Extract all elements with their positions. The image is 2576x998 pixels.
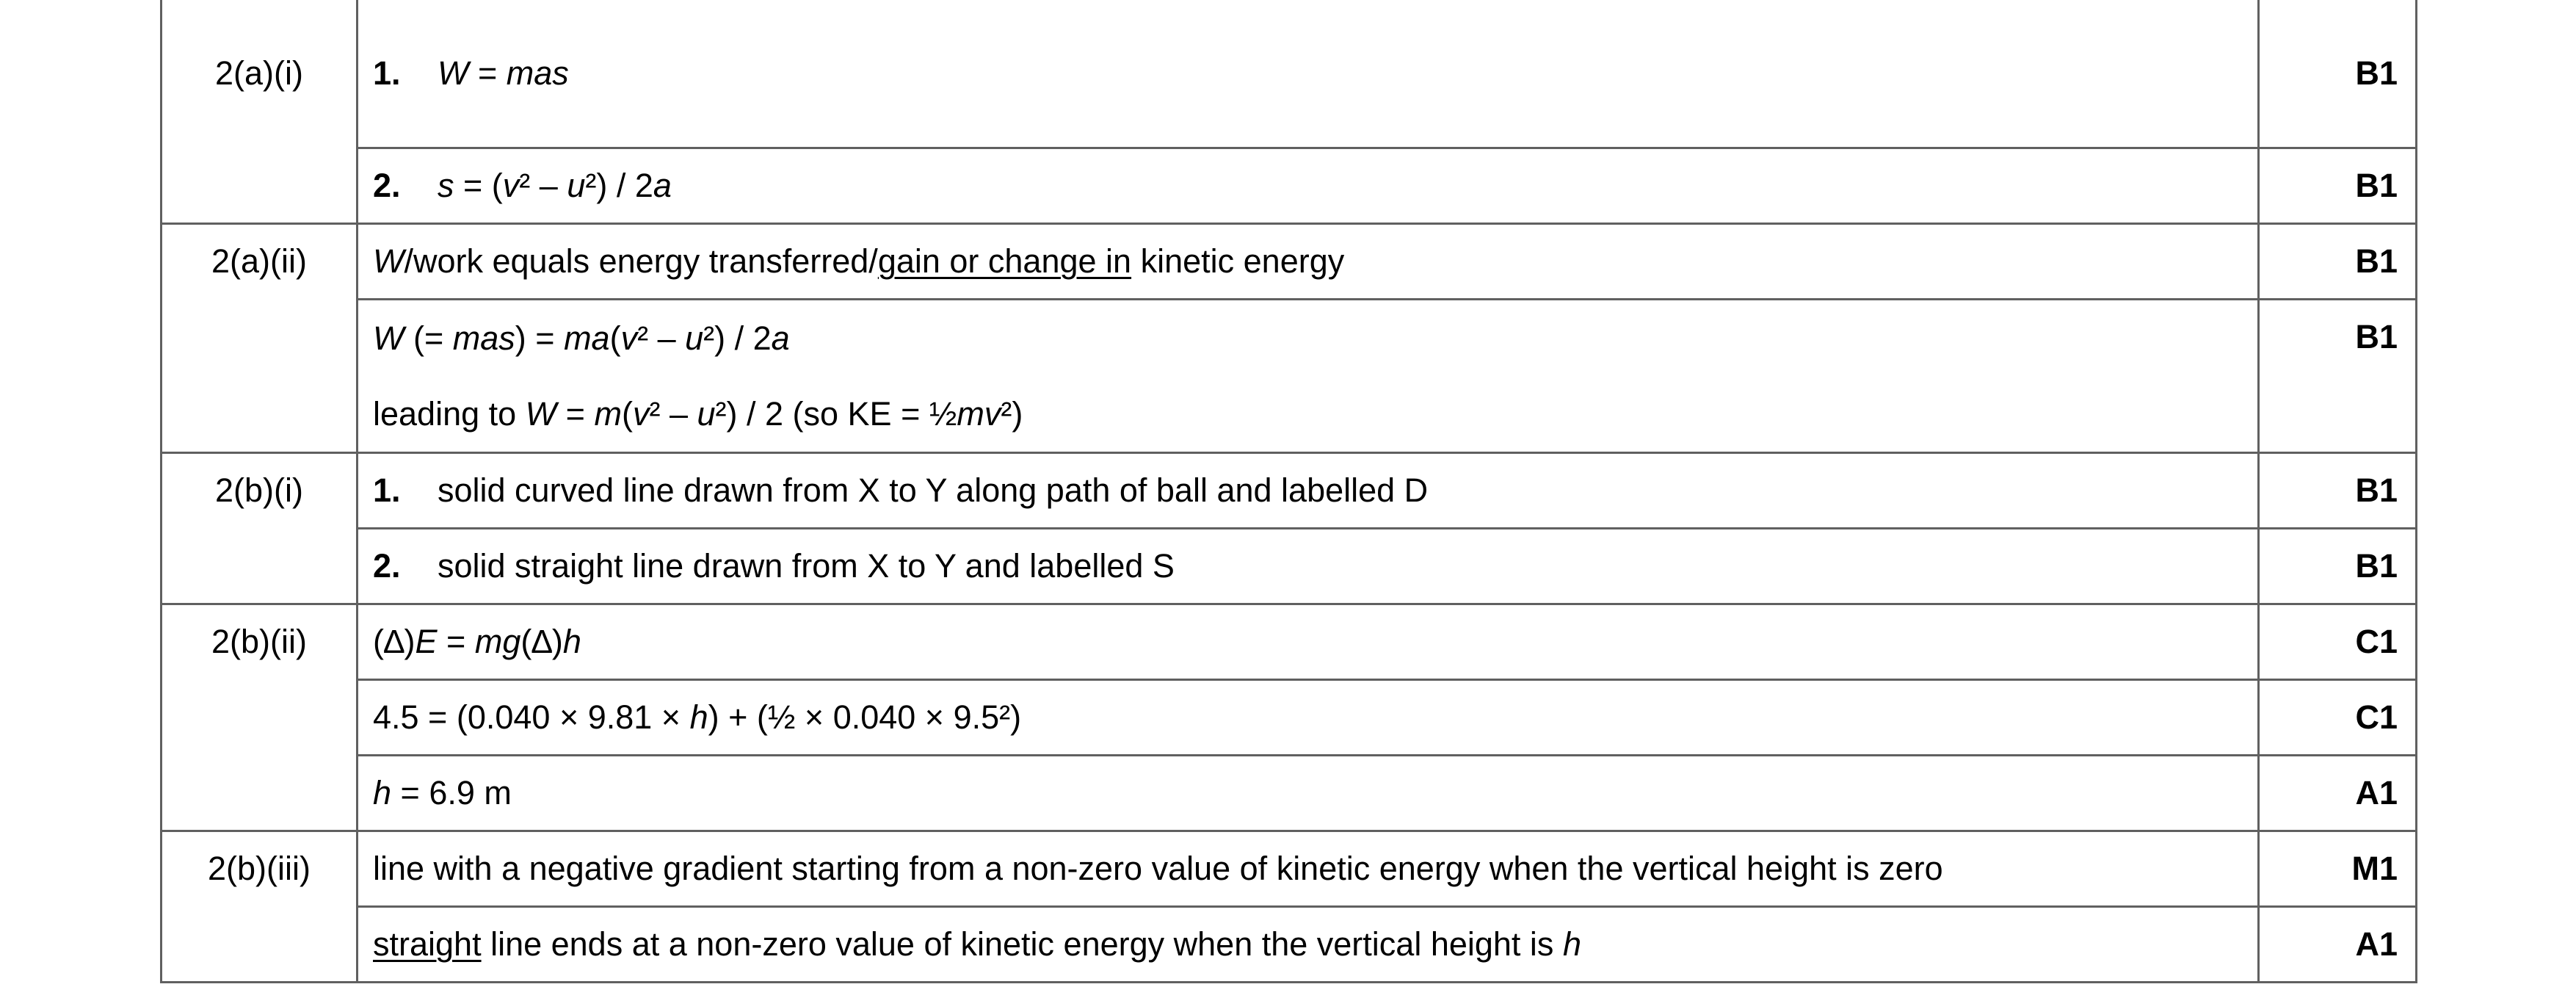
answer-cell xyxy=(358,907,2259,983)
table-row xyxy=(162,756,2417,831)
mark-cell: B1 xyxy=(2259,529,2417,604)
table-row xyxy=(162,453,2417,529)
table-row xyxy=(162,224,2417,300)
answer-text: line with a negative gradient starting from a non-zero value of kinetic energy when the vertical height is zero xyxy=(373,850,1943,887)
answer-point-number: 1. xyxy=(373,54,401,92)
mark-cell: A1 xyxy=(2259,907,2417,983)
answer-text: (∆)E = mg(∆)h xyxy=(373,623,581,660)
answer-text: W = mas xyxy=(438,54,569,92)
table-row xyxy=(162,831,2417,907)
question-number: 2(b)(iii) xyxy=(162,831,358,983)
mark-cell: B1 xyxy=(2259,453,2417,529)
mark-cell: B1 xyxy=(2259,148,2417,224)
answer-cell xyxy=(358,224,2259,300)
answer-text: solid straight line drawn from X to Y and labelled S xyxy=(438,547,1175,585)
table-row xyxy=(162,300,2417,453)
mark-cell: A1 xyxy=(2259,756,2417,831)
mark-cell: B1 xyxy=(2259,224,2417,300)
answer-cell xyxy=(358,0,2259,148)
question-number: 2(b)(ii) xyxy=(162,604,358,831)
answer-point-number: 2. xyxy=(373,547,401,585)
answer-text: leading to W = m(v² – u²) / 2 (so KE = ½mv²) xyxy=(373,395,1023,433)
table-row xyxy=(162,604,2417,680)
table-row xyxy=(162,529,2417,604)
answer-text: 4.5 = (0.040 × 9.81 × h) + (½ × 0.040 × 9.5²) xyxy=(373,698,1022,736)
question-number: 2(b)(i) xyxy=(162,453,358,604)
answer-text: s = (v² – u²) / 2a xyxy=(438,167,672,204)
mark-cell: C1 xyxy=(2259,604,2417,680)
table-row xyxy=(162,907,2417,983)
mark-cell: B1 xyxy=(2259,300,2417,453)
answer-text: W (= mas) = ma(v² – u²) / 2a xyxy=(373,319,790,357)
answer-cell xyxy=(358,680,2259,756)
answer-text: h = 6.9 m xyxy=(373,774,512,811)
table-row xyxy=(162,680,2417,756)
table-row xyxy=(162,148,2417,224)
question-number: 2(a)(ii) xyxy=(162,224,358,453)
mark-cell: C1 xyxy=(2259,680,2417,756)
question-number: 2(a)(i) xyxy=(162,0,358,224)
answer-point-number: 2. xyxy=(373,167,401,204)
answer-text: solid curved line drawn from X to Y along path of ball and labelled D xyxy=(438,471,1429,509)
answer-cell xyxy=(358,831,2259,907)
table-row xyxy=(162,0,2417,148)
mark-scheme-table xyxy=(160,0,2417,983)
answer-text: straight line ends at a non-zero value of kinetic energy when the vertical height is h xyxy=(373,925,1581,963)
mark-cell: M1 xyxy=(2259,831,2417,907)
answer-cell xyxy=(358,756,2259,831)
answer-cell xyxy=(358,300,2259,453)
answer-cell xyxy=(358,604,2259,680)
answer-cell xyxy=(358,453,2259,529)
mark-cell: B1 xyxy=(2259,0,2417,148)
answer-cell xyxy=(358,529,2259,604)
answer-text: W/work equals energy transferred/gain or change in kinetic energy xyxy=(373,242,1345,280)
answer-point-number: 1. xyxy=(373,471,401,509)
answer-cell xyxy=(358,148,2259,224)
